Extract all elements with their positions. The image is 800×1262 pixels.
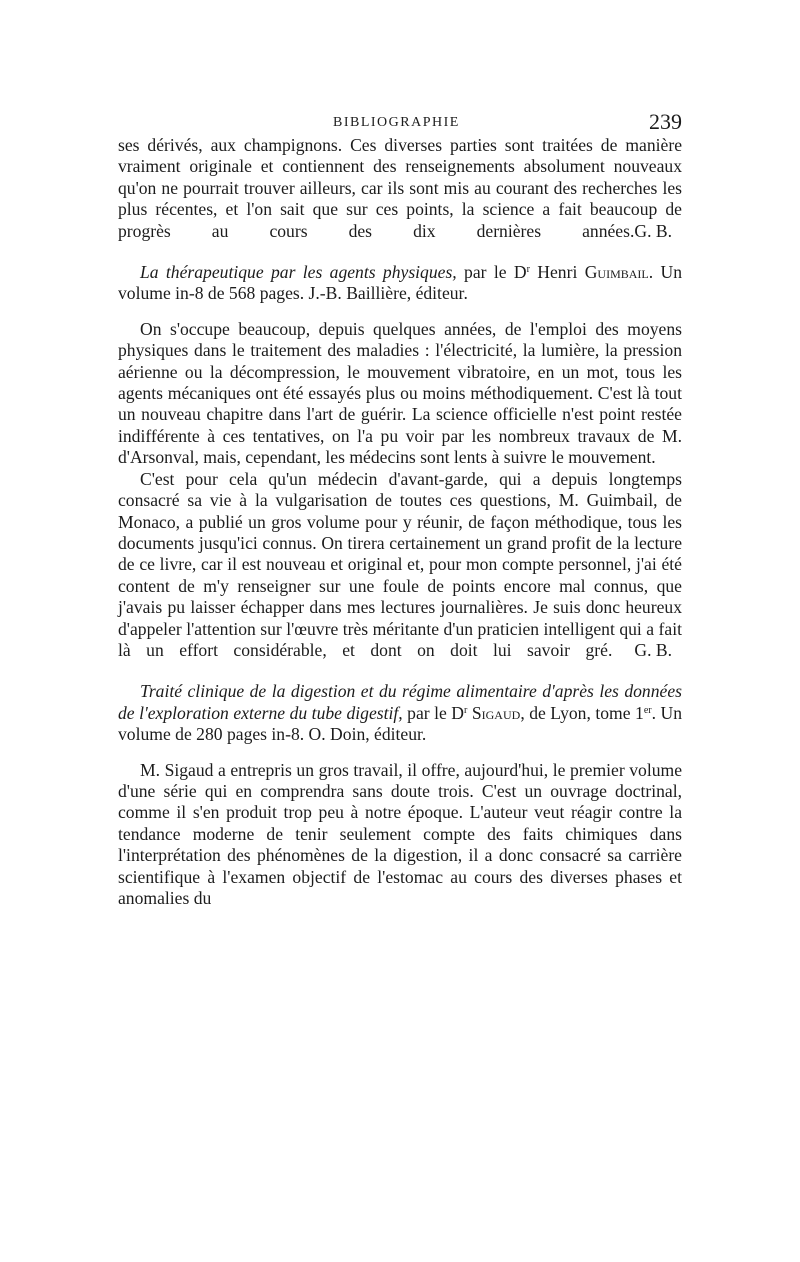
review-paragraph: M. Sigaud a entrepris un gros travail, il offre, aujourd'hui, le premier volume d'une série qui en comprendra sans doute trois. C'est un ouvrage doctrinal, comme il s'en produit trop peu à notre époque. L'auteur veut réagir contre la tendance moderne de tenir seulement compte des faits chimiques dans l'interprétation des phénomènes de la digestion, il a donc consacré sa carrière scientifique à l'examen objectif de l'estomac au cours des diverses phases et anomalies du xyxy=(118,759,682,908)
book-entry-traite-clinique xyxy=(118,681,682,909)
signature: G. B. xyxy=(634,639,672,660)
author-name: Guimbail xyxy=(584,262,649,283)
page xyxy=(118,105,682,909)
book-title: Traité clinique de la digestion et du régime alimentaire d'après les données de l'exploration externe du tube digestif, xyxy=(118,681,682,723)
book-citation: La thérapeutique par les agents physiques, par le $D^r$ Henri Guimbail. Un volume in-8 de 568 pages. J.-B. Baillière, éditeur. xyxy=(118,262,682,304)
book-citation: Traité clinique de la digestion et du régime alimentaire d'après les données de l'exploration externe du tube digestif, par le $D^r$ Sigaud, de Lyon, tome 1er. Un volume de 280 pages in-8. O. Doin, éditeur. xyxy=(118,681,682,745)
running-head xyxy=(118,105,682,135)
review-paragraph: C'est pour cela qu'un médecin d'avant-garde, qui a depuis longtemps consacré sa vie à la vulgarisation de toutes ces questions, M. Guimbail, de Monaco, a publié un gros volume pour y réunir, de façon méthodique, tous les documents jusqu'ici connus. On tirera certainement un grand profit de la lecture de ce livre, car il est nouveau et original et, pour mon compte personnel, j'ai été content de m'y renseigner sur une foule de points encore mal connus, que j'avais pu laisser échapper dans mes lectures journalières. Je suis donc heureux d'appeler l'attention sur l'œuvre très méritante d'un praticien intelligent qui a fait là un effort considérable, et dont on doit lui savoir gré. G. B. xyxy=(118,468,682,660)
page-number: 239 xyxy=(649,109,682,134)
running-title: BIBLIOGRAPHIE xyxy=(333,115,460,130)
book-title: La thérapeutique par les agents physiques, xyxy=(140,262,457,283)
review-continuation-text: ses dérivés, aux champignons. Ces diverses parties sont traitées de manière vraiment originale et contiennent des renseignements absolument nouveaux qu'on ne pourrait trouver ailleurs, car ils sont mis au courant des recherches les plus récentes, et l'on sait que sur ces points, la science a fait beaucoup de progrès au cours des dix dernières années. xyxy=(118,135,682,241)
review-continuation xyxy=(118,135,682,242)
book-entry-therapeutique xyxy=(118,262,682,661)
signature: G. B. xyxy=(634,220,672,241)
author-name: Sigaud xyxy=(471,702,521,723)
review-paragraph: On s'occupe beaucoup, depuis quelques années, de l'emploi des moyens physiques dans le traitement des maladies : l'électricité, la lumière, la pression aérienne ou la décompression, le mouvement vibratoire, en un mot, tous les agents mécaniques ont été essayés plus ou moins méthodiquement. C'est là tout un nouveau chapitre dans l'art de guérir. La science officielle n'est point restée indifférente à ces tentatives, on l'a pu voir par les nombreux travaux de M. d'Arsonval, mais, cependant, les médecins sont lents à suivre le mouvement. xyxy=(118,318,682,468)
